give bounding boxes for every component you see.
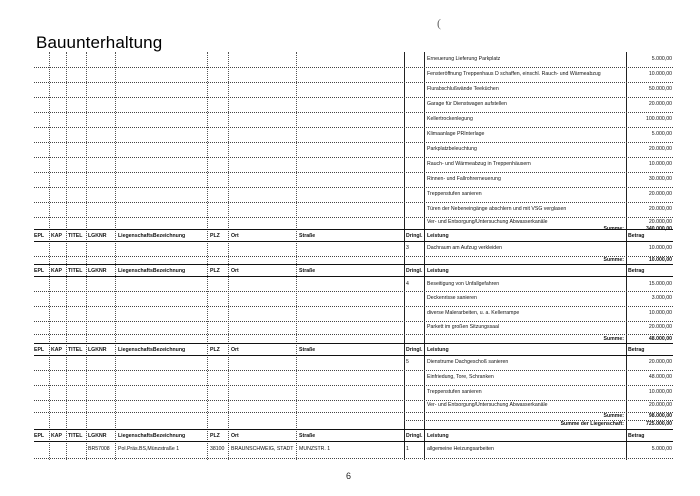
leistung-cell: Ver- und Entsorgung/Untersuchung Abwasserkanäle [427, 219, 548, 225]
row-divider [34, 441, 673, 442]
row-divider [34, 157, 673, 158]
dringl-cell: 1 [406, 446, 409, 452]
row-divider [34, 385, 673, 386]
betrag-cell: 10.000,00 [648, 161, 672, 167]
col-header-epl: EPL [34, 268, 45, 274]
col-header-bezeichnung: LiegenschaftsBezeichnung [118, 433, 186, 439]
leistung-cell: Parkplatzbeleuchtung [427, 146, 477, 152]
leistung-cell: Kellertrockenlegung [427, 116, 473, 122]
col-header-epl: EPL [34, 433, 45, 439]
betrag-cell: 10.000,00 [648, 389, 672, 395]
row-divider [34, 82, 673, 83]
leistung-cell: Treppenstufen sanieren [427, 389, 482, 395]
row-divider [34, 127, 673, 128]
col-header-titel: TITEL [68, 347, 83, 353]
page-title: Bauunterhaltung [36, 33, 163, 52]
row-divider [34, 458, 673, 459]
col-header-lgknr: LGKNR [88, 233, 107, 239]
plz-cell: 38100 [210, 446, 225, 452]
col-header-ort: Ort [231, 268, 239, 274]
leistung-cell: Rinnen- und Fallrohrerneuerung [427, 176, 501, 182]
betrag-cell: 20.000,00 [648, 324, 672, 330]
row-divider [34, 334, 673, 335]
leistung-cell: Flurabschlußwände Teeküchen [427, 86, 499, 92]
row-divider [34, 291, 673, 292]
leistung-cell: diverse Malerarbeiten, u. a. Kellerrampe [427, 310, 520, 316]
row-divider [34, 264, 673, 265]
col-header-epl: EPL [34, 233, 45, 239]
col-header-bezeichnung: LiegenschaftsBezeichnung [118, 347, 186, 353]
col-header-betrag: Betrag [628, 268, 645, 274]
col-header-ort: Ort [231, 347, 239, 353]
leistung-cell: Rauch- und Wärmeabzug in Treppenhäusern [427, 161, 531, 167]
betrag-cell: 5.000,00 [651, 446, 672, 452]
row-divider [34, 112, 673, 113]
summe-value: 48.000,00 [648, 336, 672, 342]
row-divider [34, 321, 673, 322]
col-header-leistung: Leistung [427, 347, 449, 353]
row-divider [34, 187, 673, 188]
summe-value: 98.000,00 [648, 413, 672, 419]
col-header-titel: TITEL [68, 233, 83, 239]
summe-value: 10.000,00 [648, 257, 672, 263]
dringl-cell: 4 [406, 281, 409, 287]
row-divider [34, 343, 673, 344]
col-header-lgknr: LGKNR [88, 433, 107, 439]
col-header-strasse: Straße [299, 433, 316, 439]
strasse-cell: MÜNZSTR. 1 [299, 446, 331, 452]
leistung-cell: Einfriedung, Tore, Schranken [427, 374, 494, 380]
betrag-cell: 48.000,00 [648, 374, 672, 380]
column-divider [115, 52, 116, 460]
col-header-betrag: Betrag [628, 347, 645, 353]
col-header-dringl: Dringl. [406, 347, 423, 353]
col-header-ort: Ort [231, 233, 239, 239]
col-header-ort: Ort [231, 433, 239, 439]
col-header-kap: KAP [51, 347, 62, 353]
corner-mark: ( [437, 16, 441, 30]
betrag-cell: 15.000,00 [648, 281, 672, 287]
row-divider [34, 429, 673, 430]
betrag-cell: 5.000,00 [651, 56, 672, 62]
row-divider [34, 400, 673, 401]
leistung-cell: Parkett im großen Sitzungssaal [427, 324, 500, 330]
col-header-titel: TITEL [68, 433, 83, 439]
col-header-lgknr: LGKNR [88, 268, 107, 274]
column-divider [626, 52, 627, 460]
betrag-cell: 50.000,00 [648, 86, 672, 92]
col-header-leistung: Leistung [427, 433, 449, 439]
leistung-cell: Fensteröffnung Treppenhaus D schaffen, einschl. Rauch- und Wärmeabzug [427, 71, 601, 77]
betrag-cell: 100.000,00 [646, 116, 672, 122]
leistung-cell: allgemeine Heizungsarbeiten [427, 446, 494, 452]
bezeichnung-cell: Pol.Präs.BS,Münzstraße 1 [118, 446, 180, 452]
betrag-cell: 10.000,00 [648, 71, 672, 77]
col-header-dringl: Dringl. [406, 433, 423, 439]
col-header-lgknr: LGKNR [88, 347, 107, 353]
col-header-dringl: Dringl. [406, 268, 423, 274]
betrag-cell: 20.000,00 [648, 359, 672, 365]
betrag-cell: 20.000,00 [648, 219, 672, 225]
col-header-strasse: Straße [299, 347, 316, 353]
col-header-epl: EPL [34, 347, 45, 353]
leistung-cell: Deckenrisse sanieren [427, 295, 477, 301]
col-header-strasse: Straße [299, 233, 316, 239]
betrag-cell: 20.000,00 [648, 101, 672, 107]
col-header-kap: KAP [51, 268, 62, 274]
row-divider [34, 306, 673, 307]
column-divider [296, 52, 297, 460]
col-header-titel: TITEL [68, 268, 83, 274]
col-header-kap: KAP [51, 233, 62, 239]
col-header-dringl: Dringl. [406, 233, 423, 239]
lgknr-cell: BR57008 [88, 446, 110, 452]
betrag-cell: 20.000,00 [648, 191, 672, 197]
col-header-strasse: Straße [299, 268, 316, 274]
row-divider [34, 172, 673, 173]
leistung-cell: Türen der Nebeneingänge abschlern und mit VSG verglasen [427, 206, 567, 212]
row-divider [34, 370, 673, 371]
betrag-cell: 10.000,00 [648, 245, 672, 251]
liegenschaft-summe-value: 725.000,00 [646, 421, 672, 427]
betrag-cell: 30.000,00 [648, 176, 672, 182]
row-divider [34, 217, 673, 218]
row-divider [34, 97, 673, 98]
summe-label: Summe: [603, 336, 624, 342]
ort-cell: BRAUNSCHWEIG, STADT [231, 446, 294, 452]
betrag-cell: 20.000,00 [648, 206, 672, 212]
row-divider [34, 276, 673, 277]
column-divider [66, 52, 67, 460]
dringl-cell: 5 [406, 359, 409, 365]
betrag-cell: 10.000,00 [648, 310, 672, 316]
summe-label: Summe: [603, 413, 624, 419]
col-header-plz: PLZ [210, 347, 220, 353]
row-divider [34, 67, 673, 68]
row-divider [34, 241, 673, 242]
column-divider [49, 52, 50, 460]
column-divider [86, 52, 87, 460]
col-header-leistung: Leistung [427, 233, 449, 239]
leistung-cell: Ver- und Entsorgung/Untersuchung Abwasserkanäle [427, 402, 548, 408]
column-divider [228, 52, 229, 460]
summe-label: Summe: [603, 226, 624, 232]
liegenschaft-summe-label: Summe der Liegenschaft: [560, 421, 624, 427]
betrag-cell: 20.000,00 [648, 146, 672, 152]
summe-value: 340.000,00 [646, 226, 672, 232]
leistung-cell: Klimaanlage PRInterlage [427, 131, 485, 137]
col-header-plz: PLZ [210, 433, 220, 439]
dringl-cell: 3 [406, 245, 409, 251]
column-divider [207, 52, 208, 460]
leistung-cell: Beseitigung von Unfallgefahren [427, 281, 500, 287]
leistung-cell: Garage für Dienstwagen aufstellen [427, 101, 507, 107]
row-divider [34, 202, 673, 203]
column-divider [424, 52, 425, 460]
column-divider [404, 52, 405, 460]
col-header-bezeichnung: LiegenschaftsBezeichnung [118, 268, 186, 274]
col-header-betrag: Betrag [628, 233, 645, 239]
summe-label: Summe: [603, 257, 624, 263]
col-header-plz: PLZ [210, 268, 220, 274]
col-header-kap: KAP [51, 433, 62, 439]
col-header-leistung: Leistung [427, 268, 449, 274]
row-divider [34, 355, 673, 356]
betrag-cell: 20.000,00 [648, 402, 672, 408]
page-number: 6 [346, 471, 352, 481]
col-header-bezeichnung: LiegenschaftsBezeichnung [118, 233, 186, 239]
col-header-betrag: Betrag [628, 433, 645, 439]
leistung-cell: Dachraum am Aufzug verkleiden [427, 245, 502, 251]
leistung-cell: Treppenstufen sanieren [427, 191, 482, 197]
col-header-plz: PLZ [210, 233, 220, 239]
betrag-cell: 5.000,00 [651, 131, 672, 137]
leistung-cell: Dienstrume Dachgeschoß sanieren [427, 359, 509, 365]
leistung-cell: Erneuerung Lieferung Parkplatz [427, 56, 501, 62]
betrag-cell: 3.000,00 [651, 295, 672, 301]
row-divider [34, 142, 673, 143]
